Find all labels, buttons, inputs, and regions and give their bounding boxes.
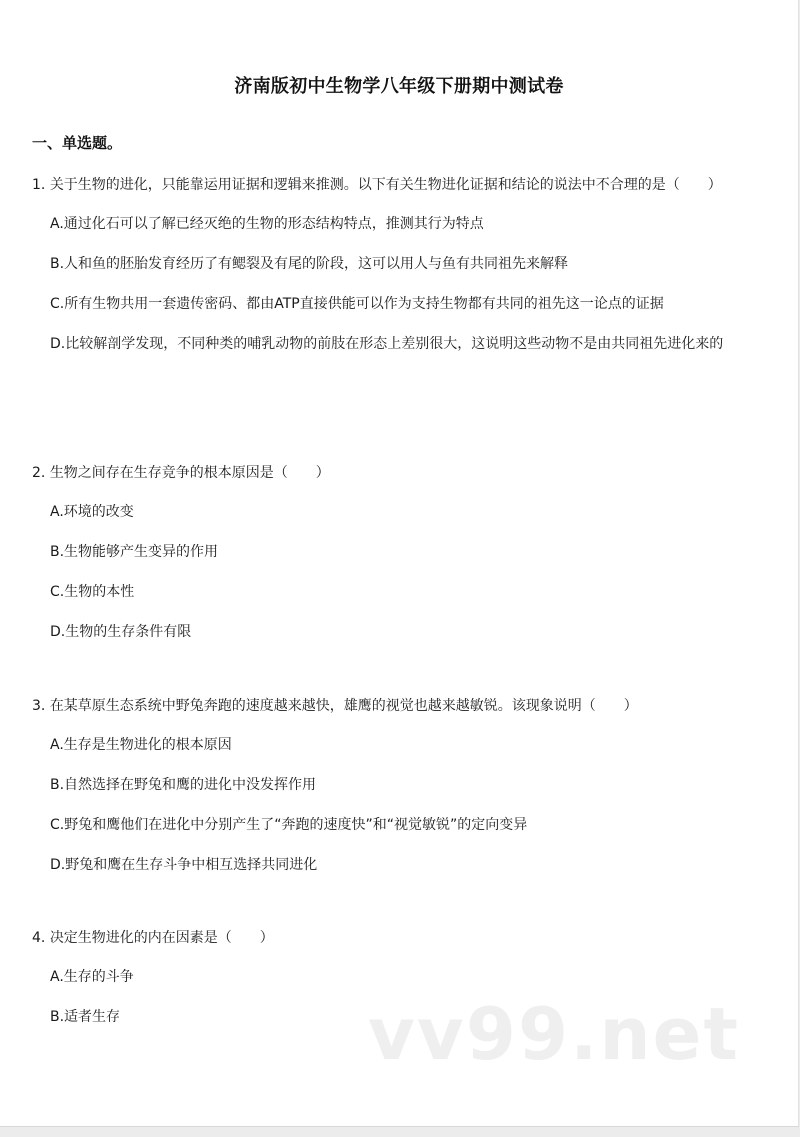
option-d: D.比较解剖学发现，不同种类的哺乳动物的前肢在形态上差别很大，这说明这些动物不是由共同祖先进化来的 [50,336,724,352]
question-stem [32,172,752,198]
watermark: vv99.net [368,992,740,1076]
option-b: B.适者生存 [50,1009,121,1025]
question-1 [32,172,752,372]
option-a: A.通过化石可以了解已经灭绝的生物的形态结构特点，推测其行为特点 [50,216,484,232]
option-b: B.生物能够产生变异的作用 [50,544,219,560]
section-title: 一、单选题。 [32,134,123,152]
question-text: 生物之间存在生存竞争的根本原因是（ ） [49,465,330,481]
question-stem [32,925,752,951]
question-number: 4. [32,930,46,946]
question-text: 在某草原生态系统中野兔奔跑的速度越来越快，雄鹰的视觉也越来越敏锐。该现象说明（ ） [49,698,638,714]
option-d: D.生物的生存条件有限 [50,624,192,640]
option-a: A.环境的改变 [50,504,134,520]
option-b: B.自然选择在野兔和鹰的进化中没发挥作用 [50,777,317,793]
option-d: D.野兔和鹰在生存斗争中相互选择共同进化 [50,857,318,873]
question-stem [32,693,752,719]
question-number: 2. [32,465,46,481]
question-2 [32,460,752,660]
question-stem [32,460,752,486]
option-a: A.生存是生物进化的根本原因 [50,737,232,753]
option-c: C.野兔和鹰他们在进化中分别产生了“奔跑的速度快”和“视觉敏锐”的定向变异 [50,817,528,833]
document-title: 济南版初中生物学八年级下册期中测试卷 [234,76,564,97]
question-number: 3. [32,698,46,714]
question-3 [32,693,752,893]
question-number: 1. [32,177,46,193]
question-text: 决定生物进化的内在因素是（ ） [49,930,274,946]
option-b: B.人和鱼的胚胎发育经历了有鳃裂及有尾的阶段，这可以用人与鱼有共同祖先来解释 [50,256,569,272]
option-a: A.生存的斗争 [50,969,134,985]
option-c: C.生物的本性 [50,584,135,600]
question-text: 关于生物的进化，只能靠运用证据和逻辑来推测。以下有关生物进化证据和结论的说法中不合理的是（ ） [49,177,722,193]
option-c: C.所有生物共用一套遗传密码、都由ATP直接供能可以作为支持生物都有共同的祖先这一论点的证据 [50,296,664,312]
